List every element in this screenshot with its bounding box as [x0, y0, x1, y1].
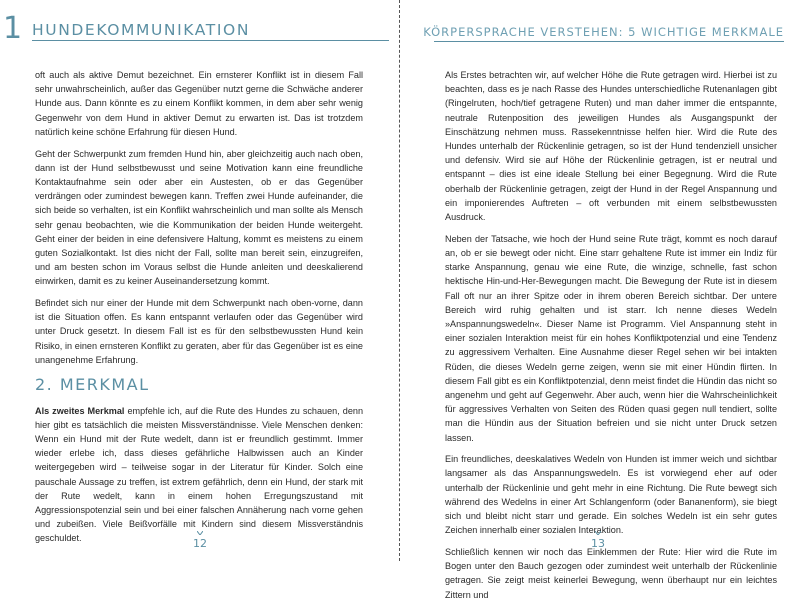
page-number-right — [558, 531, 638, 550]
paragraph: oft auch als aktive Demut bezeichnet. Ein ernsterer Konflikt ist in diesem Fall sehr unwahrscheinlich, außer das Gegenüber nutzt gerne die Schwäche anderer Hunde aus. Dann könnte es zu einem Konflikt kommen, in dem aber sehr wenig Gegenwehr von dem Hund in aktiver Demut zu erwarten ist. Das ist trotzdem natürlich keine schöne Erfahrung für diesen Hund. — [35, 70, 363, 137]
header-rule-right — [434, 41, 784, 42]
right-page-body — [445, 68, 777, 609]
page-number: 13 — [591, 537, 605, 550]
folio-marker-icon — [595, 531, 601, 535]
running-head-right: KÖRPERSPRACHE VERSTEHEN: 5 WICHTIGE MERKMALE — [423, 25, 784, 39]
left-page-body — [35, 68, 363, 553]
folio-marker-icon — [197, 531, 203, 535]
right-page — [400, 0, 800, 600]
paragraph: Ein freundliches, deeskalatives Wedeln von Hunden ist immer weich und sichtbar langsamer als das Anspannungswedeln. Es ist vorwiegend eher auf oder unterhalb der Rückenlinie und geht mehr in eine Richtung. Die Rute bewegt sich während des Wedelns in einer Art Schlangenform (oder Bananenform), sie biegt sich und bleibt nicht starr und gerade. Ein solches Wedeln ist ein sehr gutes Zeichen innerhalb einer sozialen Interaktion. — [445, 454, 777, 536]
left-page — [0, 0, 400, 561]
paragraph-text: empfehle ich, auf die Rute des Hundes zu schauen, denn hier gibt es tatsächlich die meisten Missverständnisse. Viele Menschen denken: Wenn ein Hund mit der Rute wedelt, dann ist er freundlich gestimmt. Immer wieder erlebe ich, dass dieses gefährliche Halbwissen auch an Kinder weitergegeben wird – teilweise sogar in der Literatur für Kinder. Solch eine pauschale Aussage zu treffen, ist extrem gefährlich, denn ein Hund, der stark mit der Rute wedelt, kann in einem hohen Erregungszustand mit Aggressionspotenzial sein und bei einer falschen Annäherung nach vorne gehen und zubeißen. Viele Beißvorfälle mit Kindern sind diesem Missverständnis geschuldet. — [35, 405, 364, 544]
paragraph: Neben der Tatsache, wie hoch der Hund seine Rute trägt, kommt es noch darauf an, ob er sie bewegt oder nicht. Eine starr gehaltene Rute ist immer ein Indiz für starke Anspannung, genau wie eine Rute, die winzige, schnelle, fast schon hektische Hin-und-Her-Bewegungen macht. Die Bewegung der Rute ist in diesem Fall oft nur an ihrer Spitze oder in ihrem oberen Bereich sichtbar. Der untere Bereich wird ruhig gehalten und ist starr. Ich nenne dieses Wedeln »Anspannungswedeln«. Dieser Name ist Programm. Viel Anspannung steht in einer sozialen Interaktion meist für ein hohes Konfliktpotenzial und eine Tendenz zu aggressivem Verhalten. Eine Ausnahme dieser Regel sehen wir bei intakten Rüden, die dieses Wedeln gerne zeigen, wenn sie mit einer Hündin flirten. In diesem Fall gibt es ein Konfliktpotenzial, denn meist findet die Hündin das nicht so angenehm und geht auf Gegenwehr. Aber auch, wenn hier die Wahrscheinlichkeit für aggressives Verhalten von Seiten des Rüden quasi gegen null tendiert, sollte man die Hündin aus der Situation befreien und sie nicht unter Druck setzen lassen. — [445, 233, 777, 443]
chapter-number: 1 — [3, 11, 23, 46]
paragraph: Als Erstes betrachten wir, auf welcher Höhe die Rute getragen wird. Hierbei ist zu beachten, dass es je nach Rasse des Hundes unterschiedliche Rutenanlagen gibt (Ringelruten, hoch/tief getragene Ruten) und man daher immer die entspannte, neutrale Rutenposition des jeweiligen Hundes als Ausgangspunkt der Einschätzung nehmen muss. Rassekenntnisse helfen hier. Wird die Rute des Hundes unterhalb der Rückenlinie getragen, so ist der Hund tendenziell unsicher und defensiv. Wird sie auf Höhe der Rückenlinie getragen, ist er neutral und entspannt – dies ist eine ideale Stellung bei einer Begegnung. Wird die Rute oberhalb der Rückenlinie getragen, zeigt der Hund in der Regel Anspannung und ein imponierendes Auftreten – oft verbunden mit einem selbstbewussten Ausdruck. — [445, 70, 777, 223]
running-head-left: HUNDEKOMMUNIKATION — [32, 21, 251, 39]
page-number-left — [160, 531, 240, 550]
paragraph: Befindet sich nur einer der Hunde mit dem Schwerpunkt nach oben-vorne, dann ist die Situation offen. Es kann entspannt verlaufen oder das Gegenüber wird unter Druck gesetzt. In diesem Fall ist es für den selbstbewussten Hund kein Risiko, in einen ernsteren Konflikt zu geraten, aber für das Gegenüber ist es eine unangenehme Erfahrung. — [35, 298, 363, 365]
section-heading: 2. MERKMAL — [35, 374, 150, 394]
paragraph: Geht der Schwerpunkt zum fremden Hund hin, aber gleichzeitig auch nach oben, dann ist der Hund selbstbewusst und seine Motivation kann eine freundliche Kontaktaufnahme sein oder aber ein Austesten, ob er das Gegenüber verdrängen oder zumindest bewegen kann. Treffen zwei Hunde aufeinander, die sich beide so verhalten, ist ein Konflikt wahrscheinlich und man sollte als Mensch sehr genau beobachten, wie die Kommunikation der beiden Hunde weitergeht. Geht einer der beiden in eine defensivere Haltung, kommt es meistens zu einem guten Sozialkontakt. Ist dies nicht der Fall, sollte man bereit sein, einzugreifen, und am besten schon im Voraus selbst die Hunde anleiten und deeskalierend einwirken, damit es zu keiner Auseinandersetzung kommt. — [35, 148, 363, 287]
paragraph: Schließlich kennen wir noch das Einklemmen der Rute: Hier wird die Rute im Bogen unter den Bauch gezogen oder zumindest weit unterhalb der Rückenlinie getragen. Sie zeigt meist keinerlei Bewegung, wenn überhaupt nur ein leichtes Zittern und — [445, 547, 777, 600]
paragraph — [35, 404, 363, 546]
page-number: 12 — [193, 537, 207, 550]
header-rule-left — [32, 40, 389, 41]
bold-keyword: Als zweites Merkmal — [35, 405, 125, 416]
